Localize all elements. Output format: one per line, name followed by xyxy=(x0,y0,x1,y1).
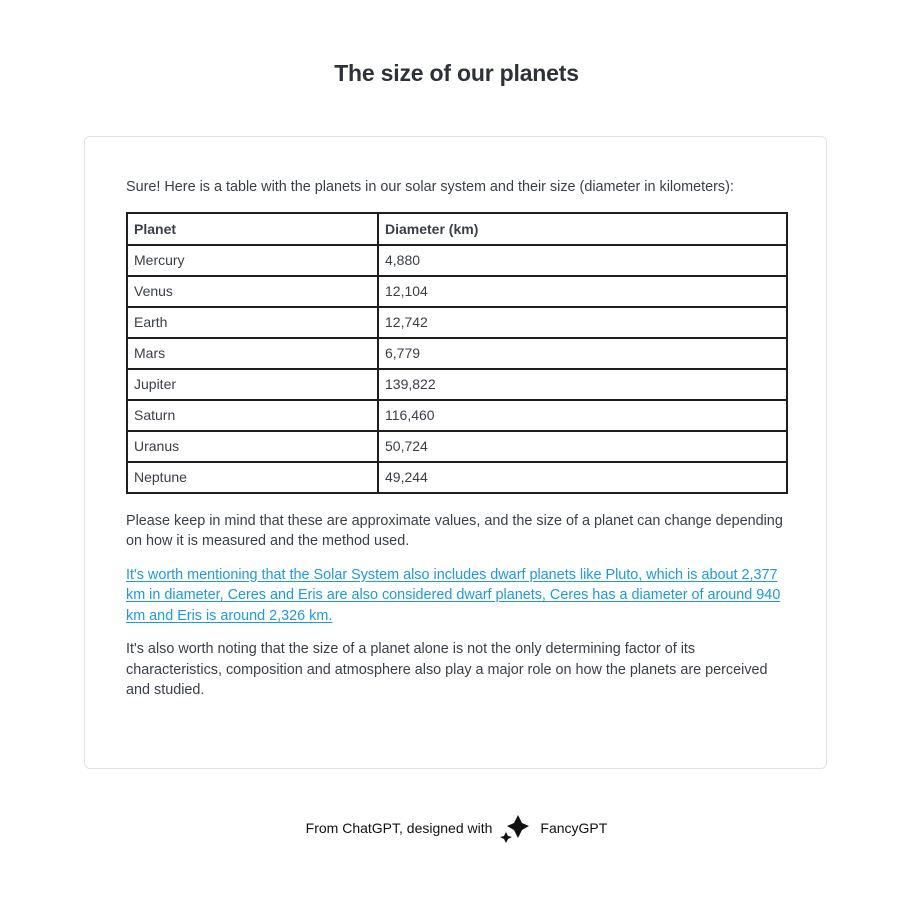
header-planet: Planet xyxy=(127,213,378,245)
planet-diameter: 49,244 xyxy=(378,462,787,493)
planet-name: Mercury xyxy=(127,245,378,276)
planet-name: Earth xyxy=(127,307,378,338)
header-diameter: Diameter (km) xyxy=(378,213,787,245)
planet-diameter: 50,724 xyxy=(378,431,787,462)
planet-diameter: 12,742 xyxy=(378,307,787,338)
planet-name: Mars xyxy=(127,338,378,369)
planet-name: Neptune xyxy=(127,462,378,493)
table-row xyxy=(127,276,787,307)
planet-diameter: 116,460 xyxy=(378,400,787,431)
planet-diameter: 12,104 xyxy=(378,276,787,307)
table-row xyxy=(127,307,787,338)
intro-text: Sure! Here is a table with the planets in our solar system and their size (diameter in kilometers): xyxy=(126,179,734,195)
planet-diameter: 139,822 xyxy=(378,369,787,400)
planet-diameter: 6,779 xyxy=(378,338,787,369)
table-row xyxy=(127,400,787,431)
planet-name: Saturn xyxy=(127,400,378,431)
footer xyxy=(0,813,913,843)
response-content xyxy=(126,177,788,714)
footer-brand[interactable]: FancyGPT xyxy=(540,820,608,836)
response-card xyxy=(84,136,827,769)
closing-paragraph: It's also worth noting that the size of a planet alone is not the only determining factor of its characteristics, composition and atmosphere also play a major role on how the planets are perceived and studied. xyxy=(126,641,768,698)
footer-prefix: From ChatGPT, designed with xyxy=(305,820,493,836)
planet-table xyxy=(126,212,788,494)
table-row xyxy=(127,245,787,276)
table-header-row xyxy=(127,213,787,245)
planet-name: Uranus xyxy=(127,431,378,462)
table-row xyxy=(127,338,787,369)
planet-name: Venus xyxy=(127,276,378,307)
table-row xyxy=(127,369,787,400)
table-row xyxy=(127,462,787,493)
planet-diameter: 4,880 xyxy=(378,245,787,276)
dwarf-planets-link[interactable]: It's worth mentioning that the Solar System also includes dwarf planets like Pluto, which is about 2,377 km in diameter, Ceres and Eris are also considered dwarf planets, Ceres has a diameter of around 940 km and Eris is around 2,326 km. xyxy=(126,566,781,624)
sparkle-icon xyxy=(500,813,530,843)
table-row xyxy=(127,431,787,462)
note-paragraph: Please keep in mind that these are approximate values, and the size of a planet can change depending on how it is measured and the method used. xyxy=(126,512,783,549)
planet-name: Jupiter xyxy=(127,369,378,400)
page-title: The size of our planets xyxy=(334,60,579,86)
